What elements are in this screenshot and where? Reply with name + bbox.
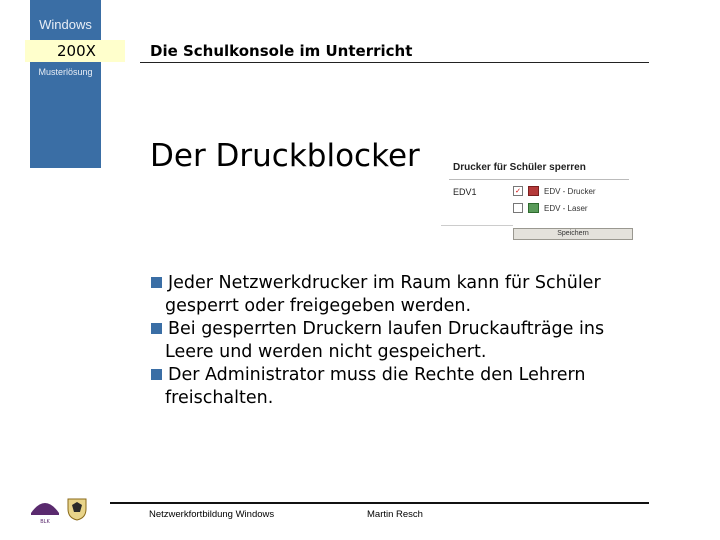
bullet-item xyxy=(151,318,671,364)
version-badge: 200X xyxy=(25,40,125,62)
printer-blocker-screenshot xyxy=(441,158,635,240)
bullet-text: gesperrt oder freigegeben werden. xyxy=(165,296,472,316)
printer-icon xyxy=(528,186,539,196)
room-label: EDV1 xyxy=(453,187,477,197)
printer-label: EDV - Drucker xyxy=(544,186,596,196)
screenshot-divider xyxy=(449,179,629,180)
bullet-item xyxy=(151,364,671,410)
coat-of-arms-icon xyxy=(66,497,88,521)
printer-row xyxy=(513,184,596,198)
header-title: Die Schulkonsole im Unterricht xyxy=(150,42,413,60)
square-bullet-icon xyxy=(151,277,162,288)
printer-label: EDV - Laser xyxy=(544,203,588,213)
save-button[interactable]: Speichern xyxy=(513,228,633,240)
square-bullet-icon xyxy=(151,369,162,380)
footer-divider xyxy=(110,502,649,504)
note-label: Musterlösung xyxy=(38,67,93,77)
screenshot-heading: Drucker für Schüler sperren xyxy=(453,162,586,173)
bullet-text: Bei gesperrten Druckern laufen Druckaufträge ins xyxy=(168,319,605,339)
square-bullet-icon xyxy=(151,323,162,334)
bullet-text: Leere und werden nicht gespeichert. xyxy=(165,342,487,362)
printer-checkbox[interactable]: ✓ xyxy=(513,186,523,196)
footer-author: Martin Resch xyxy=(367,509,423,520)
footer-left-text: Netzwerkfortbildung Windows xyxy=(149,509,275,520)
bullet-text: Der Administrator muss die Rechte den Lehrern xyxy=(168,365,586,385)
header-divider xyxy=(140,62,649,63)
bullet-list xyxy=(151,272,671,410)
product-name: Windows xyxy=(39,17,92,32)
printer-row xyxy=(513,201,588,215)
printer-checkbox[interactable] xyxy=(513,203,523,213)
bullet-text: freischalten. xyxy=(165,388,274,408)
school-logo-icon xyxy=(28,495,62,525)
slide-title: Der Druckblocker xyxy=(150,138,420,174)
bullet-item xyxy=(151,272,671,318)
bullet-text: Jeder Netzwerkdrucker im Raum kann für Schüler xyxy=(168,273,601,293)
svg-text:BLK: BLK xyxy=(40,519,50,525)
sidebar-panel xyxy=(30,0,101,168)
printer-icon xyxy=(528,203,539,213)
screenshot-divider xyxy=(441,225,513,226)
